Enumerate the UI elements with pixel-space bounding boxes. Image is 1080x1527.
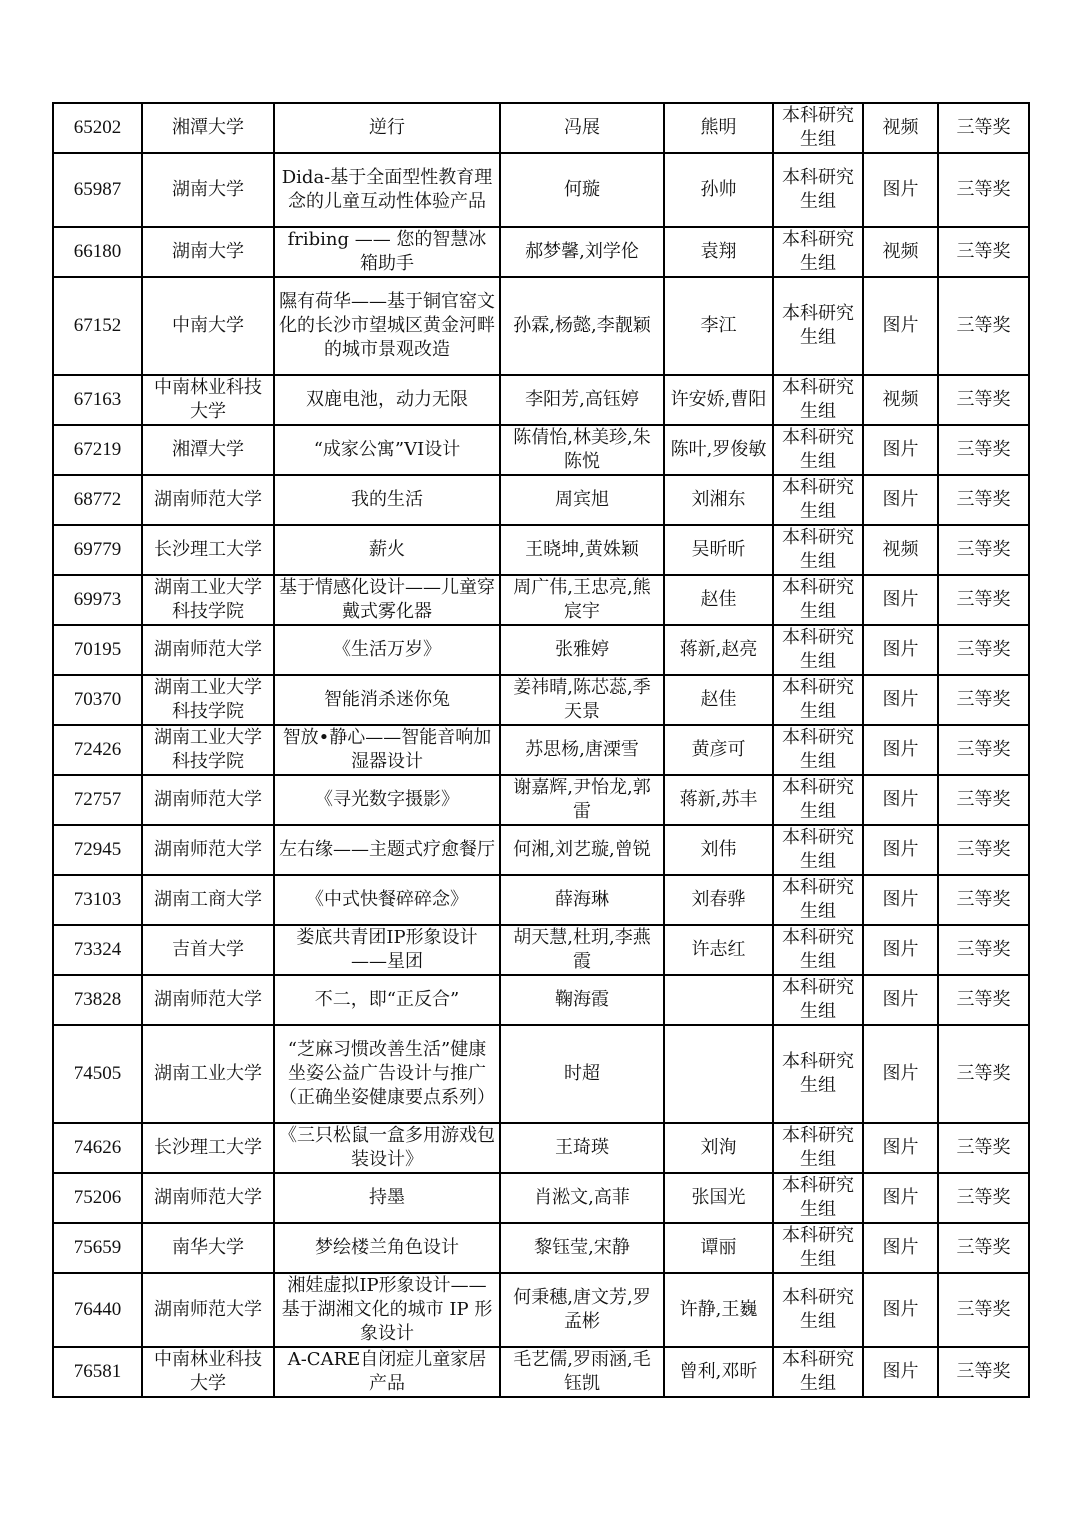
cell-advisor: 谭丽 bbox=[664, 1223, 773, 1273]
cell-school: 湖南工业大学 bbox=[142, 1025, 274, 1123]
cell-award: 三等奖 bbox=[938, 1347, 1029, 1397]
cell-category: 图片 bbox=[863, 925, 938, 975]
table-row bbox=[53, 975, 1029, 1025]
cell-category: 图片 bbox=[863, 875, 938, 925]
table-row bbox=[53, 1123, 1029, 1173]
cell-authors: 周宾旭 bbox=[500, 475, 664, 525]
cell-authors: 黎钰莹,宋静 bbox=[500, 1223, 664, 1273]
cell-category: 图片 bbox=[863, 825, 938, 875]
cell-award: 三等奖 bbox=[938, 875, 1029, 925]
cell-group: 本科研究生组 bbox=[773, 1273, 863, 1347]
cell-work-title: 基于情感化设计——儿童穿戴式雾化器 bbox=[274, 575, 500, 625]
cell-group: 本科研究生组 bbox=[773, 1173, 863, 1223]
cell-work-title: 智放•静心——智能音响加湿器设计 bbox=[274, 725, 500, 775]
cell-advisor: 李江 bbox=[664, 277, 773, 375]
table-row bbox=[53, 925, 1029, 975]
cell-school: 中南林业科技大学 bbox=[142, 375, 274, 425]
cell-category: 图片 bbox=[863, 575, 938, 625]
cell-category: 图片 bbox=[863, 975, 938, 1025]
table-row bbox=[53, 1025, 1029, 1123]
cell-award: 三等奖 bbox=[938, 575, 1029, 625]
cell-id: 70370 bbox=[53, 675, 142, 725]
cell-id: 72426 bbox=[53, 725, 142, 775]
cell-category: 图片 bbox=[863, 775, 938, 825]
cell-school: 湖南师范大学 bbox=[142, 975, 274, 1025]
cell-id: 72757 bbox=[53, 775, 142, 825]
cell-school: 湖南师范大学 bbox=[142, 475, 274, 525]
cell-advisor: 刘伟 bbox=[664, 825, 773, 875]
cell-id: 65202 bbox=[53, 103, 142, 153]
cell-authors: 李阳芳,高钰婷 bbox=[500, 375, 664, 425]
cell-category: 视频 bbox=[863, 375, 938, 425]
table-row bbox=[53, 475, 1029, 525]
cell-advisor: 刘春骅 bbox=[664, 875, 773, 925]
cell-advisor: 熊明 bbox=[664, 103, 773, 153]
cell-group: 本科研究生组 bbox=[773, 1025, 863, 1123]
cell-group: 本科研究生组 bbox=[773, 575, 863, 625]
cell-award: 三等奖 bbox=[938, 525, 1029, 575]
cell-school: 中南林业科技大学 bbox=[142, 1347, 274, 1397]
cell-group: 本科研究生组 bbox=[773, 1347, 863, 1397]
cell-advisor bbox=[664, 975, 773, 1025]
cell-school: 湖南工业大学科技学院 bbox=[142, 675, 274, 725]
cell-category: 图片 bbox=[863, 1123, 938, 1173]
cell-id: 67219 bbox=[53, 425, 142, 475]
cell-group: 本科研究生组 bbox=[773, 675, 863, 725]
cell-group: 本科研究生组 bbox=[773, 625, 863, 675]
cell-category: 图片 bbox=[863, 725, 938, 775]
cell-group: 本科研究生组 bbox=[773, 1223, 863, 1273]
cell-group: 本科研究生组 bbox=[773, 825, 863, 875]
cell-authors: 鞠海霞 bbox=[500, 975, 664, 1025]
cell-school: 湖南师范大学 bbox=[142, 775, 274, 825]
cell-advisor: 许安娇,曹阳 bbox=[664, 375, 773, 425]
table-row bbox=[53, 575, 1029, 625]
cell-work-title: 薪火 bbox=[274, 525, 500, 575]
table-row bbox=[53, 1223, 1029, 1273]
awards-table bbox=[52, 102, 1030, 1398]
cell-category: 图片 bbox=[863, 1347, 938, 1397]
cell-work-title: 《生活万岁》 bbox=[274, 625, 500, 675]
cell-work-title: “成家公寓”VI设计 bbox=[274, 425, 500, 475]
cell-award: 三等奖 bbox=[938, 1025, 1029, 1123]
cell-advisor: 张国光 bbox=[664, 1173, 773, 1223]
table-row bbox=[53, 153, 1029, 227]
cell-award: 三等奖 bbox=[938, 775, 1029, 825]
cell-award: 三等奖 bbox=[938, 153, 1029, 227]
table-row bbox=[53, 1273, 1029, 1347]
cell-group: 本科研究生组 bbox=[773, 153, 863, 227]
cell-id: 66180 bbox=[53, 227, 142, 277]
cell-authors: 王晓坤,黄姝颖 bbox=[500, 525, 664, 575]
cell-group: 本科研究生组 bbox=[773, 375, 863, 425]
cell-group: 本科研究生组 bbox=[773, 103, 863, 153]
cell-work-title: 左右缘——主题式疗愈餐厅 bbox=[274, 825, 500, 875]
cell-authors: 肖淞文,高菲 bbox=[500, 1173, 664, 1223]
cell-school: 南华大学 bbox=[142, 1223, 274, 1273]
cell-award: 三等奖 bbox=[938, 277, 1029, 375]
cell-authors: 周广伟,王忠亮,熊宸宇 bbox=[500, 575, 664, 625]
cell-award: 三等奖 bbox=[938, 825, 1029, 875]
cell-group: 本科研究生组 bbox=[773, 925, 863, 975]
cell-group: 本科研究生组 bbox=[773, 725, 863, 775]
table-row bbox=[53, 1173, 1029, 1223]
cell-work-title: 双鹿电池，动力无限 bbox=[274, 375, 500, 425]
cell-id: 65987 bbox=[53, 153, 142, 227]
cell-work-title: 梦绘楼兰角色设计 bbox=[274, 1223, 500, 1273]
cell-category: 图片 bbox=[863, 1025, 938, 1123]
cell-authors: 毛艺儒,罗雨涵,毛钰凯 bbox=[500, 1347, 664, 1397]
cell-group: 本科研究生组 bbox=[773, 525, 863, 575]
cell-work-title: 逆行 bbox=[274, 103, 500, 153]
table-row bbox=[53, 725, 1029, 775]
table-row bbox=[53, 675, 1029, 725]
cell-award: 三等奖 bbox=[938, 1273, 1029, 1347]
cell-id: 69779 bbox=[53, 525, 142, 575]
cell-authors: 王琦瑛 bbox=[500, 1123, 664, 1173]
cell-group: 本科研究生组 bbox=[773, 425, 863, 475]
cell-group: 本科研究生组 bbox=[773, 875, 863, 925]
cell-group: 本科研究生组 bbox=[773, 1123, 863, 1173]
cell-school: 长沙理工大学 bbox=[142, 525, 274, 575]
cell-work-title: 智能消杀迷你兔 bbox=[274, 675, 500, 725]
cell-advisor: 赵佳 bbox=[664, 675, 773, 725]
cell-school: 长沙理工大学 bbox=[142, 1123, 274, 1173]
cell-authors: 何湘,刘艺璇,曾锐 bbox=[500, 825, 664, 875]
cell-advisor: 蒋新,赵亮 bbox=[664, 625, 773, 675]
cell-authors: 孙霖,杨懿,李靓颖 bbox=[500, 277, 664, 375]
cell-advisor: 黄彦可 bbox=[664, 725, 773, 775]
cell-advisor: 许静,王巍 bbox=[664, 1273, 773, 1347]
cell-id: 73828 bbox=[53, 975, 142, 1025]
cell-id: 75206 bbox=[53, 1173, 142, 1223]
cell-work-title: 《三只松鼠一盒多用游戏包装设计》 bbox=[274, 1123, 500, 1173]
table-row bbox=[53, 425, 1029, 475]
cell-work-title: 持墨 bbox=[274, 1173, 500, 1223]
cell-award: 三等奖 bbox=[938, 103, 1029, 153]
cell-id: 73103 bbox=[53, 875, 142, 925]
cell-work-title: Dida-基于全面型性教育理念的儿童互动性体验产品 bbox=[274, 153, 500, 227]
cell-category: 图片 bbox=[863, 625, 938, 675]
cell-work-title: 《中式快餐碎碎念》 bbox=[274, 875, 500, 925]
cell-category: 图片 bbox=[863, 1223, 938, 1273]
table-row bbox=[53, 875, 1029, 925]
cell-group: 本科研究生组 bbox=[773, 975, 863, 1025]
cell-award: 三等奖 bbox=[938, 625, 1029, 675]
cell-school: 吉首大学 bbox=[142, 925, 274, 975]
cell-school: 湖南师范大学 bbox=[142, 825, 274, 875]
cell-school: 湖南师范大学 bbox=[142, 1173, 274, 1223]
cell-advisor: 赵佳 bbox=[664, 575, 773, 625]
cell-advisor bbox=[664, 1025, 773, 1123]
cell-school: 中南大学 bbox=[142, 277, 274, 375]
cell-advisor: 许志红 bbox=[664, 925, 773, 975]
cell-award: 三等奖 bbox=[938, 475, 1029, 525]
cell-advisor: 曾利,邓昕 bbox=[664, 1347, 773, 1397]
cell-category: 图片 bbox=[863, 153, 938, 227]
cell-award: 三等奖 bbox=[938, 1123, 1029, 1173]
table-row bbox=[53, 525, 1029, 575]
table-row bbox=[53, 103, 1029, 153]
cell-category: 视频 bbox=[863, 525, 938, 575]
cell-work-title: A-CARE自闭症儿童家居产品 bbox=[274, 1347, 500, 1397]
cell-authors: 郝梦馨,刘学伦 bbox=[500, 227, 664, 277]
cell-school: 湘潭大学 bbox=[142, 425, 274, 475]
cell-authors: 谢嘉辉,尹怡龙,郭雷 bbox=[500, 775, 664, 825]
cell-award: 三等奖 bbox=[938, 1223, 1029, 1273]
cell-category: 图片 bbox=[863, 1173, 938, 1223]
cell-category: 图片 bbox=[863, 675, 938, 725]
cell-work-title: fribing —— 您的智慧冰箱助手 bbox=[274, 227, 500, 277]
cell-id: 68772 bbox=[53, 475, 142, 525]
cell-award: 三等奖 bbox=[938, 975, 1029, 1025]
table-row bbox=[53, 775, 1029, 825]
cell-category: 视频 bbox=[863, 227, 938, 277]
cell-school: 湖南大学 bbox=[142, 153, 274, 227]
cell-group: 本科研究生组 bbox=[773, 775, 863, 825]
cell-work-title: 湘娃虚拟IP形象设计——基于湖湘文化的城市 IP 形象设计 bbox=[274, 1273, 500, 1347]
cell-award: 三等奖 bbox=[938, 425, 1029, 475]
cell-school: 湖南师范大学 bbox=[142, 625, 274, 675]
table-row bbox=[53, 227, 1029, 277]
cell-id: 76581 bbox=[53, 1347, 142, 1397]
cell-authors: 时超 bbox=[500, 1025, 664, 1123]
cell-id: 75659 bbox=[53, 1223, 142, 1273]
cell-award: 三等奖 bbox=[938, 925, 1029, 975]
cell-authors: 胡天慧,杜玥,李燕霞 bbox=[500, 925, 664, 975]
cell-school: 湘潭大学 bbox=[142, 103, 274, 153]
cell-category: 图片 bbox=[863, 1273, 938, 1347]
cell-school: 湖南工商大学 bbox=[142, 875, 274, 925]
cell-id: 70195 bbox=[53, 625, 142, 675]
cell-work-title: 《寻光数字摄影》 bbox=[274, 775, 500, 825]
cell-category: 图片 bbox=[863, 475, 938, 525]
cell-advisor: 吴昕昕 bbox=[664, 525, 773, 575]
cell-school: 湖南工业大学科技学院 bbox=[142, 725, 274, 775]
cell-advisor: 刘洵 bbox=[664, 1123, 773, 1173]
cell-group: 本科研究生组 bbox=[773, 227, 863, 277]
cell-id: 67152 bbox=[53, 277, 142, 375]
cell-id: 69973 bbox=[53, 575, 142, 625]
cell-authors: 何秉穗,唐文芳,罗孟彬 bbox=[500, 1273, 664, 1347]
table-row bbox=[53, 625, 1029, 675]
cell-category: 图片 bbox=[863, 425, 938, 475]
cell-advisor: 蒋新,苏丰 bbox=[664, 775, 773, 825]
cell-advisor: 孙帅 bbox=[664, 153, 773, 227]
cell-id: 67163 bbox=[53, 375, 142, 425]
cell-advisor: 袁翔 bbox=[664, 227, 773, 277]
cell-authors: 姜祎晴,陈芯蕊,季天景 bbox=[500, 675, 664, 725]
cell-authors: 薛海琳 bbox=[500, 875, 664, 925]
cell-school: 湖南师范大学 bbox=[142, 1273, 274, 1347]
cell-id: 72945 bbox=[53, 825, 142, 875]
cell-category: 图片 bbox=[863, 277, 938, 375]
cell-school: 湖南大学 bbox=[142, 227, 274, 277]
cell-category: 视频 bbox=[863, 103, 938, 153]
cell-advisor: 刘湘东 bbox=[664, 475, 773, 525]
cell-id: 73324 bbox=[53, 925, 142, 975]
cell-award: 三等奖 bbox=[938, 375, 1029, 425]
cell-award: 三等奖 bbox=[938, 1173, 1029, 1223]
cell-authors: 陈倩怡,林美珍,朱陈悦 bbox=[500, 425, 664, 475]
cell-authors: 何璇 bbox=[500, 153, 664, 227]
cell-award: 三等奖 bbox=[938, 227, 1029, 277]
table-row bbox=[53, 277, 1029, 375]
cell-award: 三等奖 bbox=[938, 725, 1029, 775]
cell-authors: 张雅婷 bbox=[500, 625, 664, 675]
table-row bbox=[53, 825, 1029, 875]
cell-work-title: “芝麻习惯改善生活”健康坐姿公益广告设计与推广（正确坐姿健康要点系列） bbox=[274, 1025, 500, 1123]
cell-advisor: 陈叶,罗俊敏 bbox=[664, 425, 773, 475]
cell-id: 74626 bbox=[53, 1123, 142, 1173]
cell-work-title: 不二，即“正反合” bbox=[274, 975, 500, 1025]
cell-award: 三等奖 bbox=[938, 675, 1029, 725]
cell-work-title: 我的生活 bbox=[274, 475, 500, 525]
awards-table-body bbox=[53, 103, 1029, 1397]
table-row bbox=[53, 1347, 1029, 1397]
cell-group: 本科研究生组 bbox=[773, 277, 863, 375]
cell-school: 湖南工业大学科技学院 bbox=[142, 575, 274, 625]
cell-id: 74505 bbox=[53, 1025, 142, 1123]
cell-work-title: 隰有荷华——基于铜官窑文化的长沙市望城区黄金河畔的城市景观改造 bbox=[274, 277, 500, 375]
cell-authors: 苏思杨,唐溧雪 bbox=[500, 725, 664, 775]
cell-authors: 冯展 bbox=[500, 103, 664, 153]
cell-group: 本科研究生组 bbox=[773, 475, 863, 525]
cell-id: 76440 bbox=[53, 1273, 142, 1347]
cell-work-title: 娄底共青团IP形象设计——星团 bbox=[274, 925, 500, 975]
table-row bbox=[53, 375, 1029, 425]
